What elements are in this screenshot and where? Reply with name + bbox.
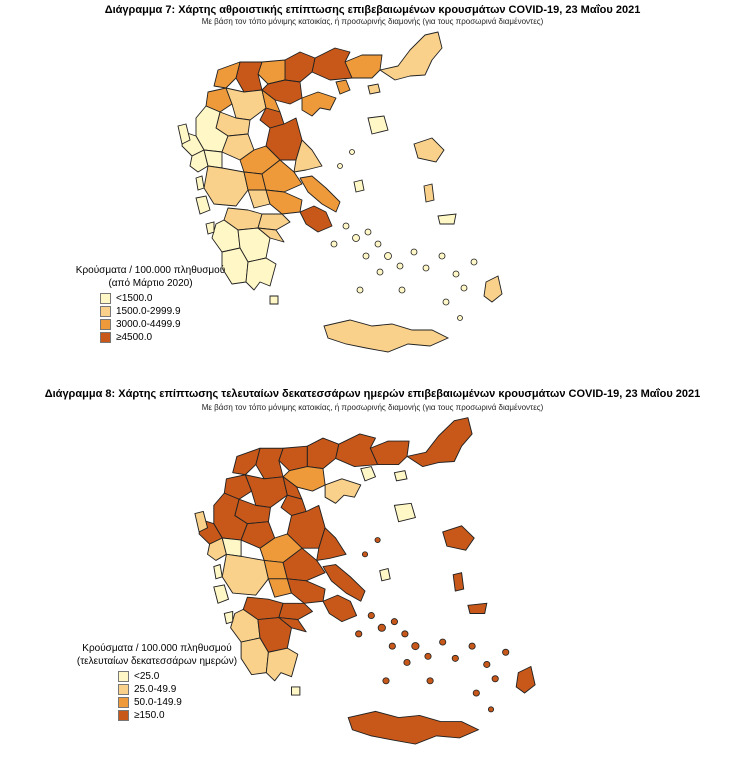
legend-label: 25.0-49.9 xyxy=(134,683,177,695)
legend-title: Κρούσματα / 100.000 πληθυσμού xyxy=(82,643,232,654)
region-pella xyxy=(236,62,262,92)
island-kriti xyxy=(348,711,478,744)
legend-subtitle: (από Μάρτιο 2020) xyxy=(108,278,193,289)
region-evros xyxy=(407,418,472,467)
island-skyros xyxy=(354,180,364,192)
diagram8-legend xyxy=(62,642,252,721)
region-chalkidiki xyxy=(325,479,361,503)
region-aitoloakarnania xyxy=(204,166,248,206)
island-kefalonia xyxy=(214,585,229,603)
legend-title: Κρούσματα / 100.000 πληθυσμού xyxy=(75,265,226,276)
island-samothraki xyxy=(368,84,380,94)
legend-item xyxy=(100,318,243,330)
legend-subtitle: (τελευταίων δεκατεσσάρων ημερών) xyxy=(76,656,238,667)
island-samos xyxy=(468,603,487,613)
island-kerkyra xyxy=(195,511,208,531)
region-viotia xyxy=(287,579,325,603)
region-aitoloakarnania xyxy=(222,554,268,595)
island-lesvos xyxy=(414,138,444,162)
island-kythira xyxy=(270,296,278,304)
region-drama xyxy=(336,434,378,467)
legend-swatch xyxy=(118,710,129,721)
island-kythira xyxy=(292,687,300,695)
region-kozani xyxy=(245,475,287,508)
island-chios xyxy=(453,573,464,591)
legend-swatch xyxy=(100,319,111,330)
legend-swatch xyxy=(118,684,129,695)
cyclades-islands xyxy=(356,537,509,711)
legend-label: 3000.0-4499.9 xyxy=(116,318,181,330)
island-lefkada xyxy=(196,176,204,190)
island-kerkyra xyxy=(178,124,190,144)
island-skyros xyxy=(380,569,391,581)
region-attiki xyxy=(323,595,357,622)
region-evia xyxy=(323,565,365,602)
legend-item xyxy=(100,331,243,343)
island-thasos xyxy=(361,467,376,481)
legend-item xyxy=(100,292,243,304)
legend-swatch xyxy=(100,306,111,317)
region-florina xyxy=(233,448,260,475)
island-thasos xyxy=(336,80,350,94)
island-zakynthos xyxy=(224,611,232,623)
legend-label: 50.0-149.9 xyxy=(134,696,182,708)
region-serres xyxy=(285,52,315,82)
island-lesvos xyxy=(443,526,475,550)
region-viotia xyxy=(266,190,302,214)
legend-label: ≥4500.0 xyxy=(116,331,153,343)
region-florina xyxy=(214,62,240,88)
region-evia xyxy=(300,176,340,212)
island-kefalonia xyxy=(196,196,210,214)
diagram7-subtitle: Με βάση τον τόπο μόνιμης κατοικίας, ή προσωρινής διαμονής (για τους προσωρινά διαμένοντες) xyxy=(201,17,544,26)
island-lemnos xyxy=(368,116,388,134)
island-zakynthos xyxy=(206,222,214,234)
legend-label: 1500.0-2999.9 xyxy=(116,305,181,317)
region-chalkidiki xyxy=(302,92,336,116)
region-drama xyxy=(312,48,352,80)
island-kriti xyxy=(324,320,448,352)
region-kilkis xyxy=(258,60,285,84)
region-pella xyxy=(256,448,283,479)
legend-item xyxy=(100,305,243,317)
island-rodos xyxy=(484,276,502,302)
legend-item xyxy=(118,709,252,721)
island-samothraki xyxy=(394,471,407,481)
island-lefkada xyxy=(214,565,222,579)
region-lakonia xyxy=(246,258,276,290)
island-chios xyxy=(424,184,434,202)
region-attiki xyxy=(300,206,332,232)
legend-label: ≥150.0 xyxy=(134,709,165,721)
diagram7-legend xyxy=(58,264,243,343)
region-korinthia xyxy=(279,603,313,619)
region-korinthia xyxy=(258,214,290,230)
legend-swatch xyxy=(118,697,129,708)
diagram8-subtitle: Με βάση τον τόπο μόνιμης κατοικίας, ή προσωρινής διαμονής (για τους προσωρινά διαμένοντες) xyxy=(201,403,544,412)
diagram7-title: Διάγραμμα 7: Χάρτης αθροιστικής επίπτωσης επιβεβαιωμένων κρουσμάτων COVID-19, 23 Μαΐου 2021 xyxy=(104,4,641,16)
legend-item xyxy=(118,670,252,682)
region-evros xyxy=(380,32,442,80)
cyclades-islands xyxy=(331,150,477,321)
island-rodos xyxy=(516,667,535,694)
legend-item xyxy=(118,683,252,695)
island-lemnos xyxy=(394,503,415,521)
legend-label: <25.0 xyxy=(134,670,160,682)
legend-label: <1500.0 xyxy=(116,292,153,304)
region-kozani xyxy=(226,88,266,120)
region-kilkis xyxy=(279,446,307,470)
legend-swatch xyxy=(100,293,111,304)
legend-swatch xyxy=(100,332,111,343)
legend-item xyxy=(118,696,252,708)
region-serres xyxy=(307,438,339,469)
legend-swatch xyxy=(118,671,129,682)
diagram8-title: Διάγραμμα 8: Χάρτης επίπτωσης τελευταίων δεκατεσσάρων ημερών επιβεβαιωμένων κρουσμάτων COVID-19, 23 Μαΐου 2021 xyxy=(44,388,701,400)
island-samos xyxy=(438,214,456,224)
region-lakonia xyxy=(266,648,298,681)
